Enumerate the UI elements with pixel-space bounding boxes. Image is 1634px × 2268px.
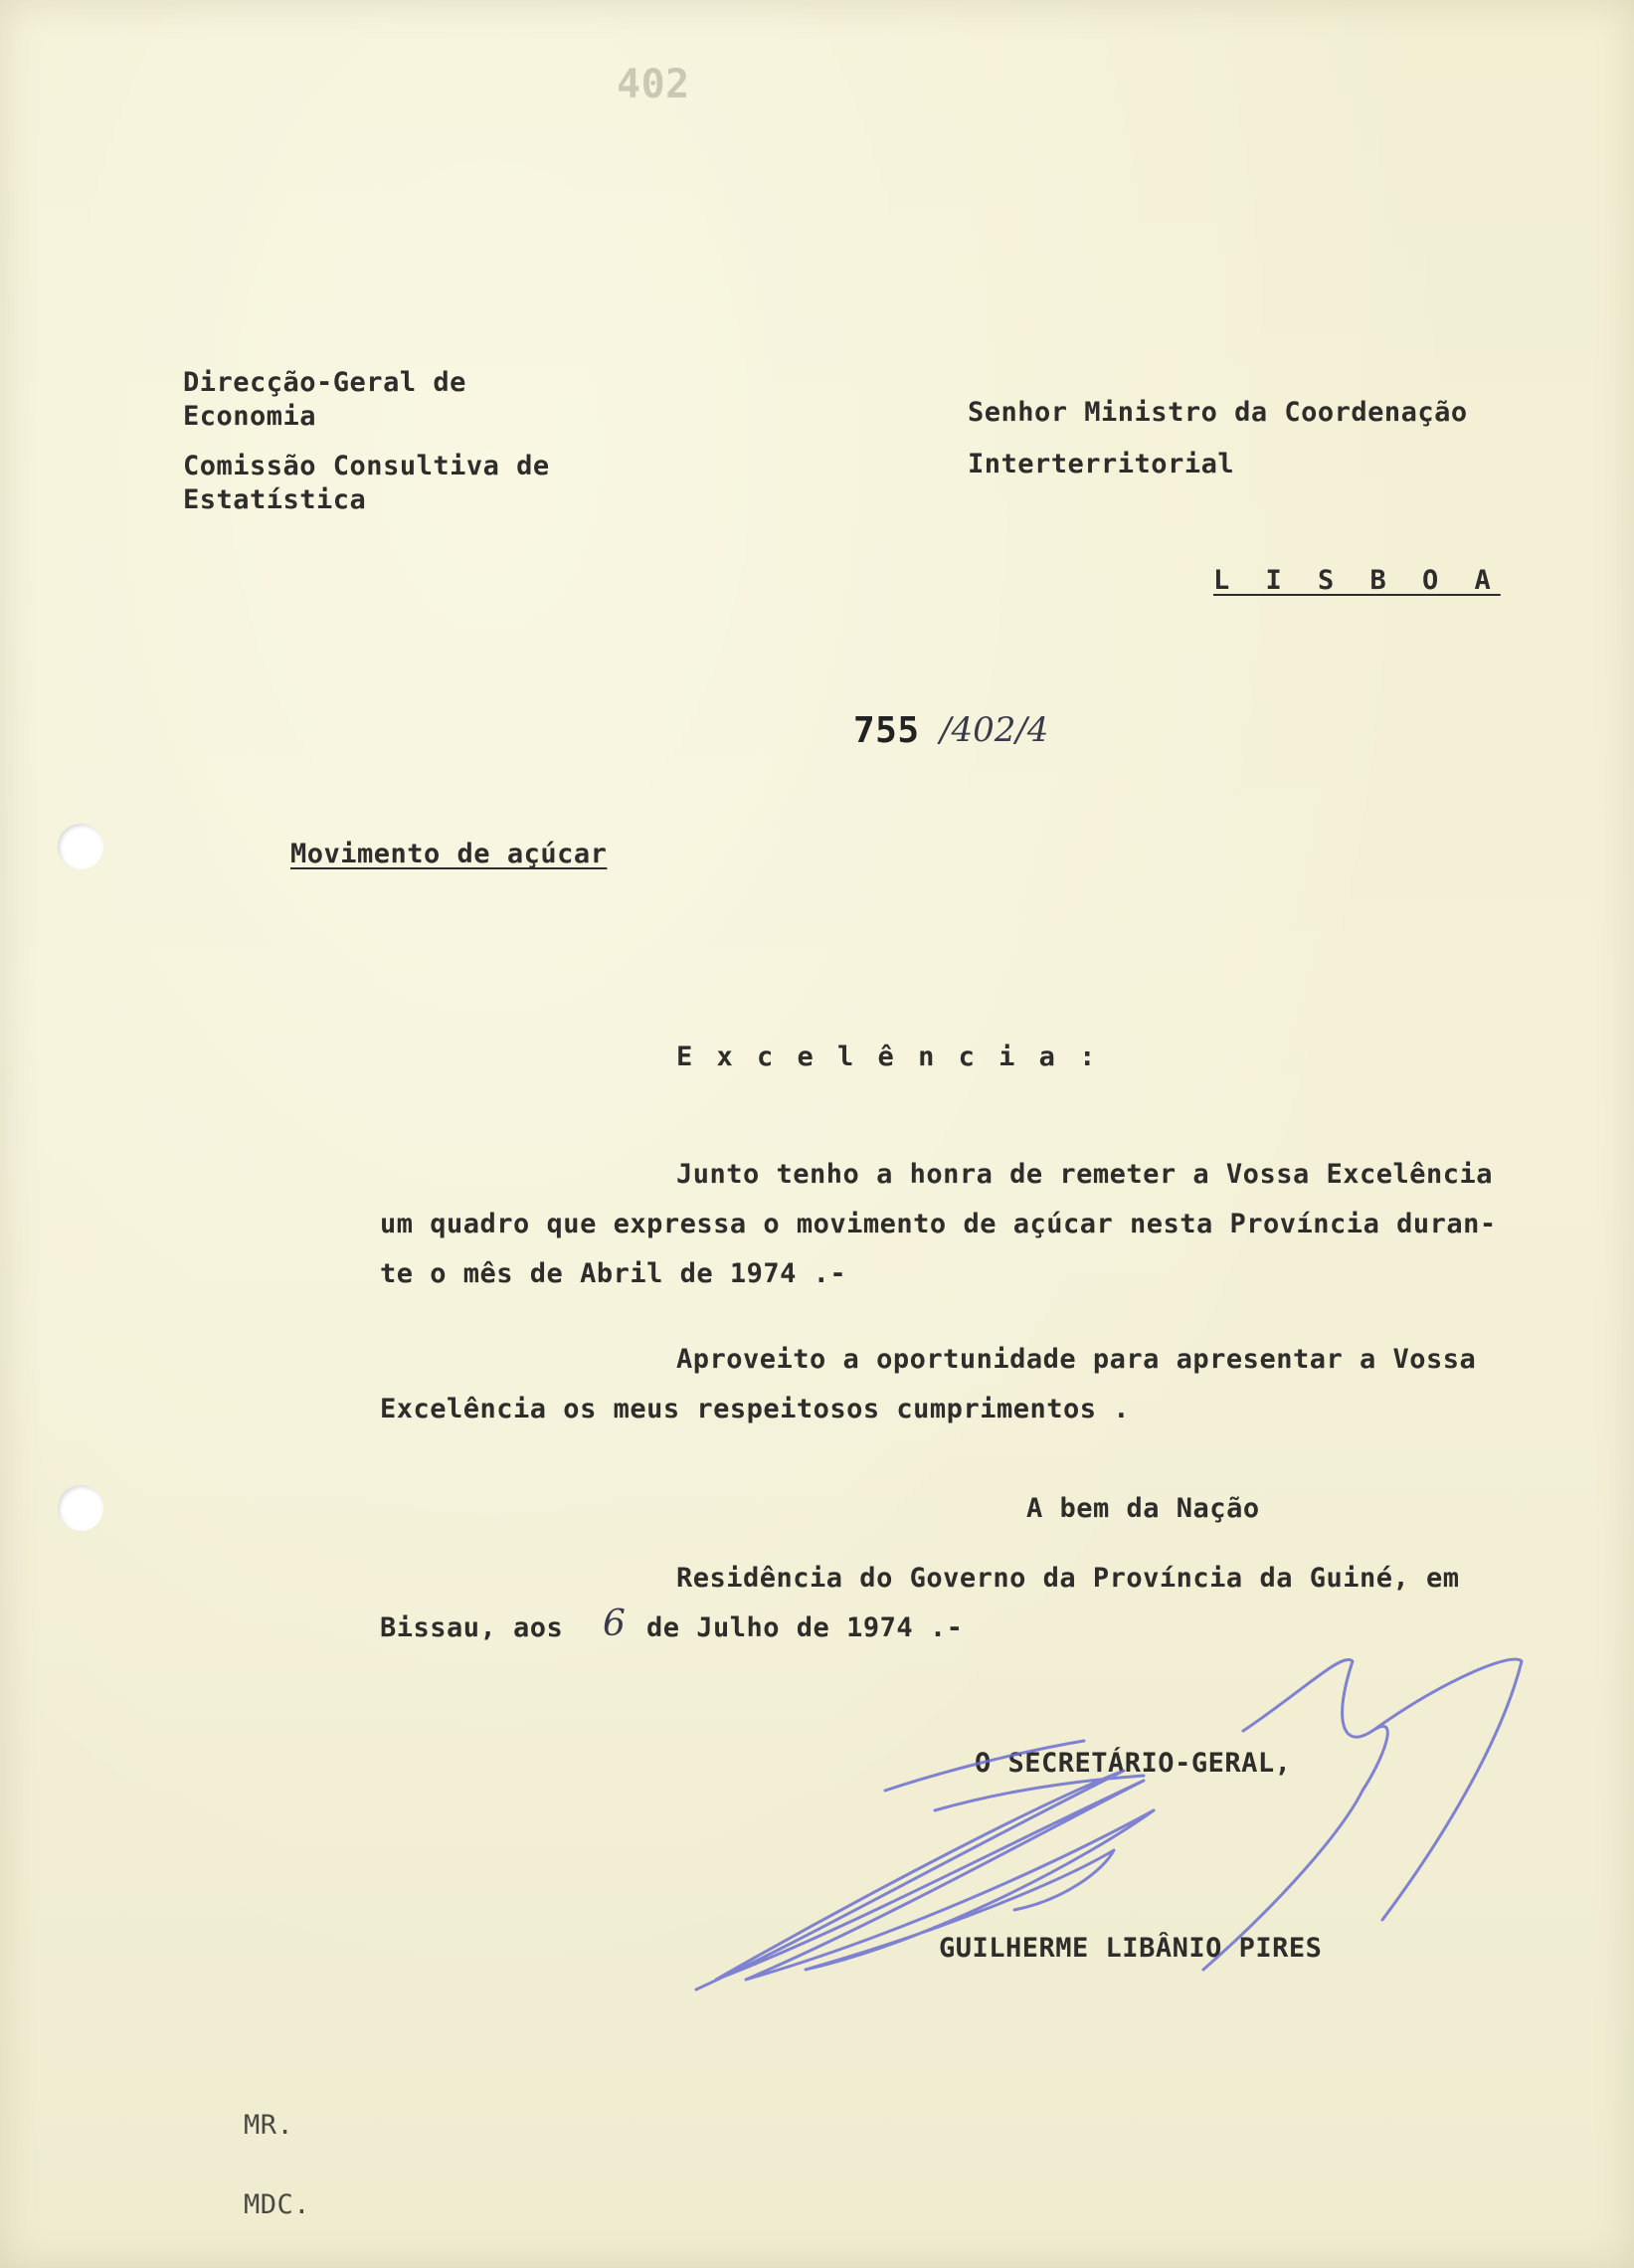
footer-code-mr: MR. bbox=[244, 2110, 294, 2141]
reference-suffix: /402/4 bbox=[940, 710, 1049, 750]
subject-line: Movimento de açúcar bbox=[290, 839, 608, 869]
signature-stroke bbox=[696, 1659, 1522, 1989]
salutation: E x c e l ê n c i a : bbox=[676, 1041, 1100, 1072]
footer-code-mdc: MDC. bbox=[244, 2189, 311, 2220]
sender-line-2: Economia bbox=[183, 401, 317, 432]
handwritten-signature bbox=[686, 1641, 1532, 2019]
sender-line-4: Estatística bbox=[183, 484, 367, 515]
faded-header-number: 402 bbox=[617, 62, 690, 107]
recipient-line-2: Interterritorial bbox=[968, 449, 1235, 479]
sender-line-1: Direcção-Geral de bbox=[183, 367, 466, 398]
punch-hole-bottom bbox=[58, 1485, 103, 1531]
body-p1-line-2: um quadro que expressa o movimento de açúcar nesta Província duran- bbox=[380, 1209, 1497, 1239]
body-p1-line-1: Junto tenho a honra de remeter a Vossa Excelência bbox=[676, 1159, 1494, 1190]
sender-line-3: Comissão Consultiva de bbox=[183, 451, 550, 481]
recipient-line-1: Senhor Ministro da Coordenação bbox=[968, 397, 1468, 428]
closing-phrase: A bem da Nação bbox=[1026, 1493, 1260, 1524]
signature-name: GUILHERME LIBÂNIO PIRES bbox=[939, 1933, 1323, 1964]
reference-number: 755 bbox=[853, 710, 920, 751]
body-p1-line-3: te o mês de Abril de 1974 .- bbox=[380, 1258, 847, 1289]
signature-title: O SECRETÁRIO-GERAL, bbox=[975, 1748, 1292, 1779]
body-p2-line-1: Aproveito a oportunidade para apresentar a Vossa bbox=[676, 1344, 1477, 1375]
place-line-2-end: de Julho de 1974 .- bbox=[646, 1612, 964, 1643]
place-line-2-start: Bissau, aos bbox=[380, 1612, 564, 1643]
recipient-city: L I S B O A bbox=[1213, 565, 1501, 596]
place-day-handwritten: 6 bbox=[603, 1604, 626, 1644]
place-line-1: Residência do Governo da Província da Guiné, em bbox=[676, 1563, 1460, 1594]
punch-hole-top bbox=[58, 824, 103, 869]
body-p2-line-2: Excelência os meus respeitosos cumprimentos . bbox=[380, 1394, 1130, 1424]
